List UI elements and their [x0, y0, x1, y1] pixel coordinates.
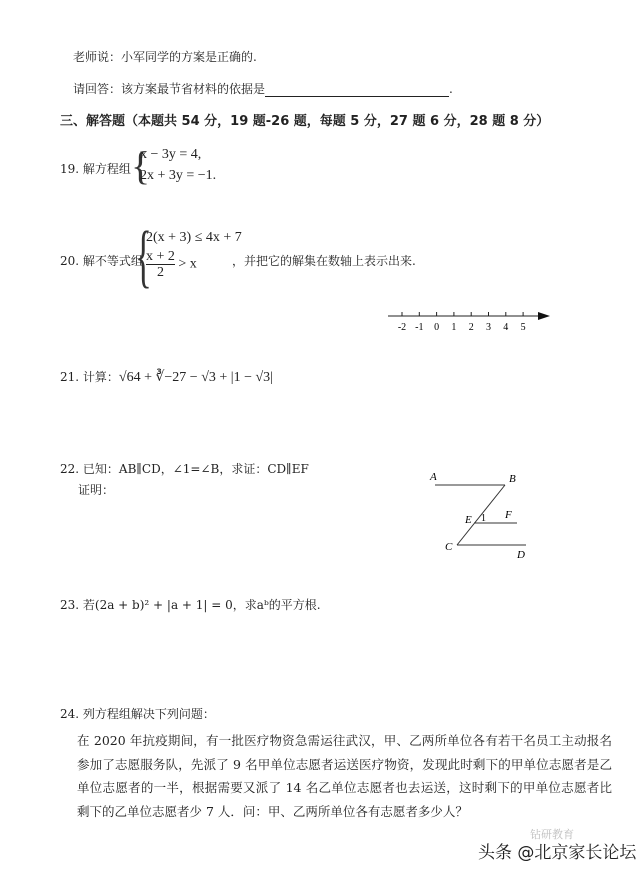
- q20-ineq1: 2(x + 3) ≤ 4x + 7: [146, 230, 242, 245]
- q22-proof: 证明：: [78, 483, 115, 497]
- period: .: [449, 82, 453, 96]
- arrow-icon: [538, 312, 550, 320]
- tick-label: 3: [486, 322, 491, 333]
- answer-blank[interactable]: [265, 84, 449, 97]
- q21-label: 21. 计算：: [60, 370, 119, 384]
- tick-label: 2: [468, 322, 474, 333]
- q21-expression: √64 + ∛−27 − √3 + |1 − √3|: [118, 370, 273, 385]
- q20-label: 20. 解不等式组: [60, 254, 143, 268]
- q19-eq1: x − 3y = 4,: [140, 147, 202, 162]
- q21: [60, 368, 273, 386]
- inequality-rhs: > x: [178, 256, 197, 272]
- section-title: 三、解答题（本题共 54 分，19 题-26 题，每题 5 分，27 题 6 分，28 题 8 分）: [60, 114, 550, 129]
- q19-eq2: 2x + 3y = −1.: [140, 168, 217, 183]
- q23: 23. 若(2a + b)² + |a + 1| = 0，求aᵇ的平方根.: [60, 598, 321, 612]
- q19-label: 19. 解方程组: [60, 162, 131, 176]
- q20-instruction: ，并把它的解集在数轴上表示出来.: [232, 254, 416, 268]
- q24-body: 在 2020 年抗疫期间，有一批医疗物资急需运往武汉，甲、乙两所单位各有若干名员工主动报名参加了志愿服务队，先派了 9 名甲单位志愿者运送医疗物资，发现此时剩下的甲单位志愿者是乙单位志愿者的一半，根据需要又派了 14 名乙单位志愿者也去运送，这时剩下的甲单位志愿者比剩下的乙单位志愿者少 7 人．问：甲、乙两所单位各有志愿者多少人？: [77, 733, 612, 819]
- label-d: D: [517, 549, 525, 560]
- question-prompt: [73, 80, 453, 97]
- brace: {: [131, 143, 151, 188]
- fraction-denominator: 2: [156, 265, 164, 280]
- fraction-numerator: x + 2: [146, 249, 175, 264]
- question-prompt-text: 请回答：该方案最节省材料的依据是: [73, 82, 266, 96]
- q24-label: 24. 列方程组解决下列问题：: [60, 707, 215, 721]
- q22-given: 22. 已知：AB∥CD，∠1=∠B，求证：CD∥EF: [60, 462, 309, 476]
- label-e: E: [465, 514, 472, 526]
- teacher-statement: 老师说：小军同学的方案是正确的.: [73, 50, 257, 64]
- label-f: F: [505, 509, 512, 521]
- label-a: A: [430, 471, 437, 483]
- label-b: B: [509, 473, 516, 485]
- watermark: 头条 @北京家长论坛: [478, 843, 637, 863]
- geometry-figure: [425, 468, 540, 560]
- label-angle-1: 1: [481, 513, 486, 524]
- number-line: [380, 300, 560, 340]
- tick-label: 5: [520, 322, 526, 333]
- tick-label: 0: [434, 322, 440, 333]
- tick-label: -1: [415, 322, 424, 333]
- tick-label: 1: [451, 322, 457, 333]
- faint-watermark: 钻研教育: [530, 828, 574, 841]
- label-c: C: [445, 541, 453, 553]
- tick-label: 4: [503, 322, 509, 333]
- tick-label: -2: [397, 322, 407, 333]
- q20-ineq2: [146, 249, 197, 280]
- brace: {: [135, 218, 152, 295]
